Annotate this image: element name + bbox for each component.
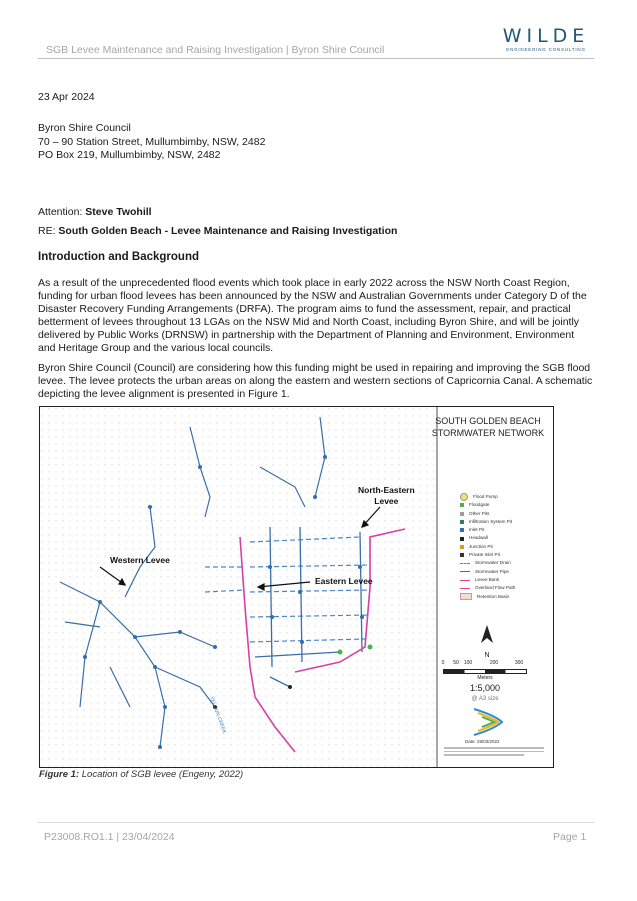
legend-label: Stormwater Drain — [475, 560, 511, 566]
legend-item — [460, 501, 515, 509]
legend-label: Infiltration System Pit — [469, 518, 513, 524]
map-date: Date: 29/03/2022 — [465, 739, 500, 744]
header-divider — [38, 58, 594, 59]
legend-label: Floodgate — [469, 502, 490, 508]
footer-divider — [38, 822, 594, 823]
legend-label: Overland Flow Path — [475, 585, 516, 591]
figure-caption — [39, 769, 243, 780]
legend-swatch — [460, 588, 470, 589]
map-title-line-2: STORMWATER NETWORK — [431, 428, 545, 438]
footer-reference: P23008.RO1.1 | 23/04/2024 — [44, 831, 175, 843]
paragraph-line: depicting the levee alignment is presented in Figure 1. — [38, 388, 290, 400]
legend-item — [460, 584, 515, 592]
legend-item — [460, 518, 515, 526]
legend-item — [460, 559, 515, 567]
legend-item — [460, 568, 515, 576]
legend-label: Retention Basin — [477, 593, 510, 599]
legend-swatch — [460, 493, 468, 501]
legend-label: Inlet Pit — [469, 527, 485, 533]
paragraph-line: levee. The levee protects the urban areas on along the eastern and western sections of Capricornia Canal. A schematic — [38, 375, 593, 387]
scale-tick: 50 — [453, 660, 459, 666]
map-title-line-1: SOUTH GOLDEN BEACH — [435, 416, 541, 426]
legend-swatch — [460, 593, 472, 600]
caption-label: Figure 1: — [39, 769, 80, 780]
scale-bar — [435, 660, 535, 702]
legend-label: Flood Pump — [473, 494, 498, 499]
re-line — [38, 225, 397, 239]
legend-label: Headwall — [469, 535, 488, 541]
scale-ratio: 1:5,000 — [469, 683, 501, 693]
legend-swatch — [460, 571, 470, 572]
scale-tick: 100 — [463, 660, 473, 666]
attention-name: Steve Twohill — [85, 206, 152, 218]
address-line-1: Byron Shire Council — [38, 122, 131, 134]
ne-label-line-2: Levee — [374, 496, 399, 506]
map-legend — [460, 493, 515, 601]
scale-tick: 200 — [489, 660, 499, 666]
legend-item — [460, 510, 515, 518]
figure-map — [39, 406, 554, 768]
eastern-levee-label: Eastern Levee — [315, 576, 373, 586]
paragraph-line: As a result of the unprecedented flood events which took place in early 2022 across the NSW North Coast Region, — [38, 277, 570, 289]
legend-swatch — [460, 563, 470, 564]
header-title: SGB Levee Maintenance and Raising Investigation | Byron Shire Council — [46, 44, 385, 56]
paragraph-line: and Heritage Group and the various local councils. — [38, 342, 274, 354]
address-line-2: 70 – 90 Station Street, Mullumbimby, NSW, 2482 — [38, 135, 266, 148]
paragraph-line: funding for urban flood levees has been announced by the NSW and Australian Governments under Category D of the — [38, 290, 587, 302]
section-heading: Introduction and Background — [38, 251, 199, 263]
scale-tick: 300 — [514, 660, 524, 666]
map-disclaimer — [444, 747, 544, 758]
legend-swatch — [460, 528, 464, 532]
scale-graphic — [443, 669, 527, 674]
page-number: Page 1 — [553, 831, 587, 843]
north-arrow — [480, 625, 494, 659]
legend-label: Junction Pit — [469, 543, 493, 549]
ne-label-line-1: North-Eastern — [358, 485, 415, 495]
caption-text: Location of SGB levee (Engeny, 2022) — [79, 769, 244, 780]
legend-swatch — [460, 545, 464, 549]
legend-label: Stormwater Pipe — [475, 568, 509, 574]
scale-size: @ A3 size — [471, 696, 499, 702]
legend-item — [460, 493, 515, 501]
paragraph-2 — [38, 362, 598, 401]
legend-item — [460, 534, 515, 542]
scale-unit: Meters — [477, 675, 493, 681]
svg-text:YELGUN CREEK: YELGUN CREEK — [208, 695, 228, 735]
legend-item — [460, 543, 515, 551]
paragraph-line: Byron Shire Council (Council) are considering how this funding might be used in repairing and improving the SGB flood — [38, 362, 591, 374]
attention-label: Attention: — [38, 206, 86, 218]
scale-tick: 0 — [441, 660, 445, 666]
legend-swatch — [460, 503, 464, 507]
paragraph-line: betterment of levees throughout 13 LGAs on the NSW Mid and North Coast, including Byron Shire, and will be jointly — [38, 316, 580, 328]
logo-subtitle: ENGINEERING CONSULTING — [506, 47, 586, 52]
address-line-3: PO Box 219, Mullumbimby, NSW, 2482 — [38, 149, 221, 161]
legend-swatch — [460, 580, 470, 581]
re-subject: South Golden Beach - Levee Maintenance and Raising Investigation — [58, 225, 398, 237]
legend-swatch — [460, 553, 464, 557]
legend-swatch — [460, 512, 464, 516]
letter-date: 23 Apr 2024 — [38, 91, 95, 103]
north-arrow-icon — [480, 625, 494, 647]
legend-label: Other Pits — [469, 510, 490, 516]
north-label: N — [484, 652, 490, 659]
paragraph-1 — [38, 277, 598, 355]
engeny-logo-icon — [472, 707, 504, 737]
attention-line — [38, 206, 152, 220]
legend-swatch — [460, 537, 464, 541]
legend-label: Private Inlet Pit — [469, 552, 500, 558]
legend-item — [460, 526, 515, 534]
legend-item — [460, 551, 515, 559]
western-levee-label: Western Levee — [110, 555, 170, 565]
scale-ticks — [435, 660, 535, 668]
paragraph-line: Disaster Recovery Funding Arrangements (DRFA). The program aims to fund the assessment, repair, and practical — [38, 303, 571, 315]
logo-word: WILDE — [502, 25, 590, 47]
north-eastern-levee-label — [358, 485, 415, 507]
legend-item — [460, 593, 515, 601]
legend-label: Levee Bank — [475, 576, 500, 582]
legend-swatch — [460, 520, 464, 524]
lot-background — [40, 407, 435, 767]
re-label: RE: — [38, 225, 59, 237]
wilde-logo — [500, 26, 592, 52]
legend-item — [460, 576, 515, 584]
paragraph-line: delivered by Public Works (DRNSW) in partnership with the Department of Planning and Environment, Environment — [38, 329, 575, 341]
